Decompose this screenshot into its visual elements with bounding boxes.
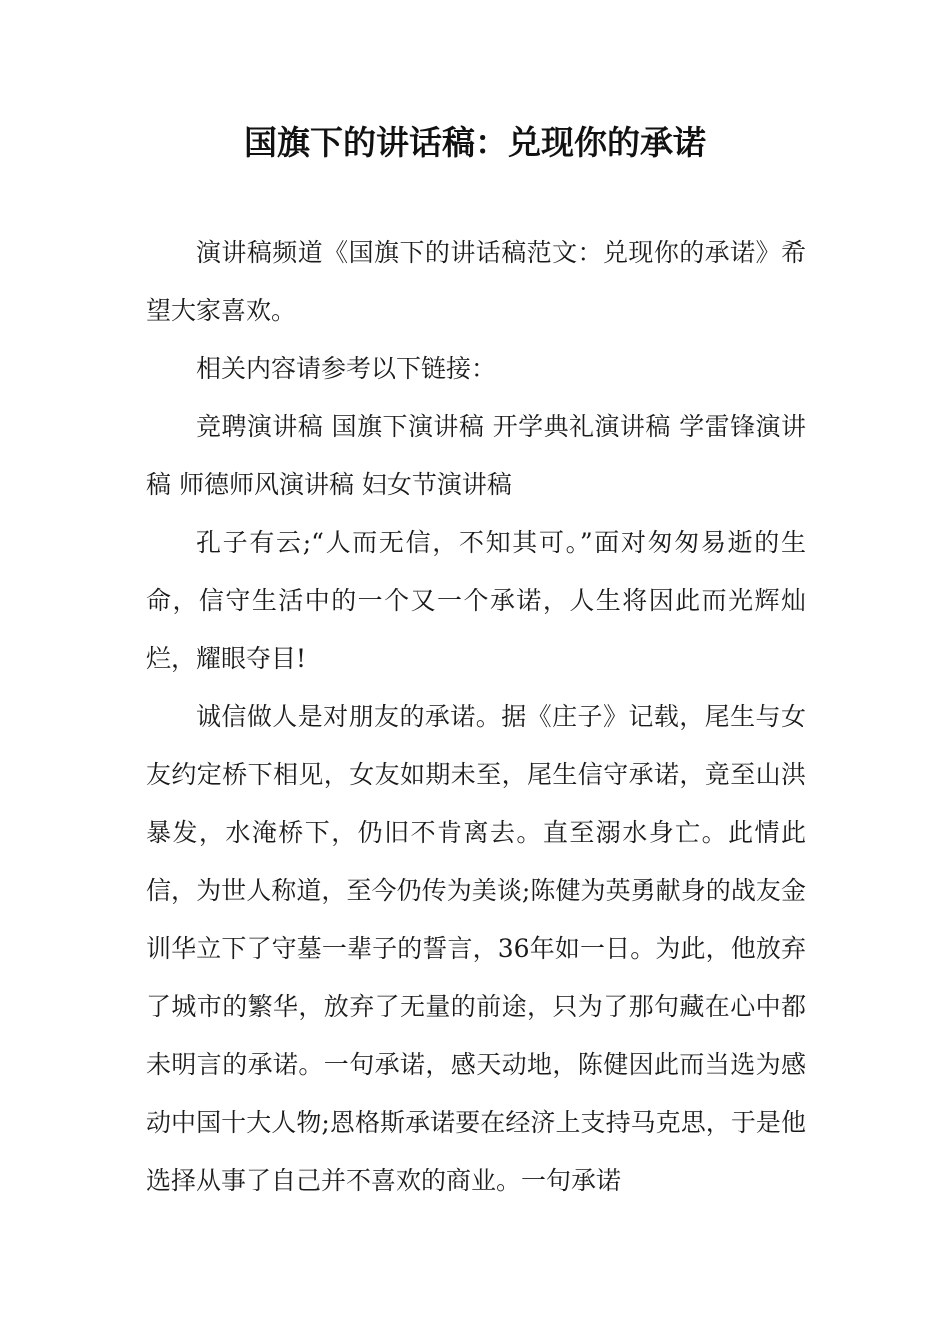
paragraph-related-links: 竞聘演讲稿 国旗下演讲稿 开学典礼演讲稿 学雷锋演讲稿 师德师风演讲稿 妇女节演讲稿 — [146, 412, 806, 499]
paragraph-integrity-examples: 诚信做人是对朋友的承诺。据《庄子》记载，尾生与女友约定桥下相见，女友如期未至，尾生信守承诺，竟至山洪暴发，水淹桥下，仍旧不肯离去。直至溺水身亡。此情此信，为世人称道，至今仍传为美谈;陈健为英勇献身的战友金训华立下了守墓一辈子的誓言，36年如一日。为此，他放弃了城市的繁华，放弃了无量的前途，只为了那句藏在心中都未明言的承诺。一句承诺，感天动地，陈健因此而当选为感动中国十大人物;恩格斯承诺要在经济上支持马克思，于是他选择从事了自己并不喜欢的商业。一句承诺 — [146, 702, 806, 1195]
document-body — [146, 224, 806, 1210]
paragraph-intro: 演讲稿频道《国旗下的讲话稿范文：兑现你的承诺》希望大家喜欢。 — [146, 238, 806, 325]
paragraph-related-links-heading: 相关内容请参考以下链接： — [196, 354, 497, 383]
paragraph-confucius-quote: 孔子有云;“人而无信，不知其可。”面对匆匆易逝的生命，信守生活中的一个又一个承诺，人生将因此而光辉灿烂，耀眼夺目! — [146, 528, 806, 673]
document-title: 国旗下的讲话稿：兑现你的承诺 — [244, 123, 706, 162]
